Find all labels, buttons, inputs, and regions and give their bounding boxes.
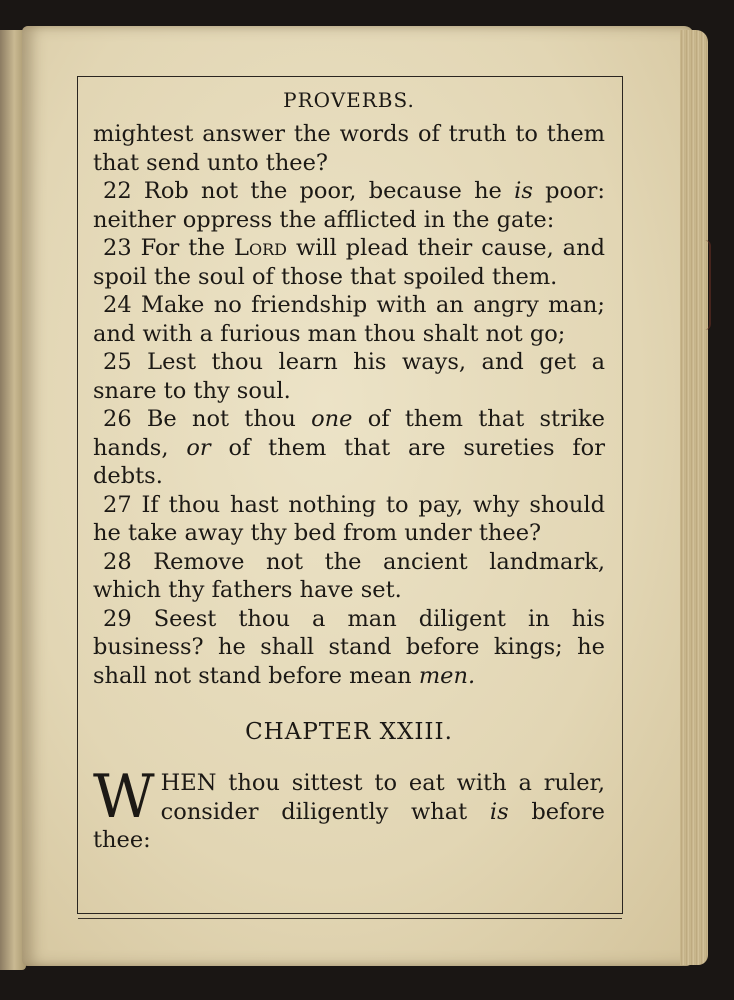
page-stack-edge: [680, 30, 708, 965]
italic-word: one: [311, 406, 353, 432]
verse-26: [93, 405, 605, 491]
italic-word: is: [489, 798, 509, 825]
verse-text: will plead their cause, and spoil the soul of those that spoiled them.: [93, 235, 605, 290]
verse-number: 29: [103, 605, 154, 632]
verse-text: poor: neither oppress the afflicted in the gate:: [93, 178, 605, 233]
continuation-text: mightest answer the words of truth to them that send unto thee?: [93, 121, 605, 176]
verse-text: Remove not the ancient landmark, which thy fathers have set.: [93, 548, 605, 603]
verse-text: Rob not the poor, because he: [143, 178, 515, 204]
italic-word: or: [186, 434, 211, 461]
verse-number: 26: [103, 406, 147, 432]
italic-word: is: [514, 178, 533, 204]
verse-27: [93, 491, 605, 548]
verse-23: [93, 234, 605, 291]
page-text: [93, 86, 605, 877]
verse-text: before thee:: [93, 798, 605, 853]
chapter-opening: [93, 762, 605, 855]
small-caps-word: Lord: [234, 235, 287, 261]
verse-text: Be not thou: [146, 406, 312, 432]
verse-text: For the: [140, 235, 235, 261]
verse-number: 25: [103, 349, 148, 375]
ribbon-bookmark: [705, 240, 711, 330]
verse-22: [93, 177, 605, 234]
running-head: PROVERBS.: [283, 88, 415, 112]
verse-text: of them that strike hands,: [93, 406, 605, 461]
verse-number: 22: [103, 178, 144, 204]
verse-number: 24: [103, 292, 141, 318]
verse-text: If thou hast nothing to pay, why should he take away thy bed from under thee?: [93, 491, 605, 546]
verse-25: [93, 348, 605, 405]
verse-number: 23: [103, 235, 141, 261]
drop-cap: W: [93, 762, 155, 832]
chapter-heading: CHAPTER XXIII.: [245, 719, 453, 745]
verse-list: [93, 177, 605, 690]
verse-24: [93, 291, 605, 348]
verse-text: Make no friendship with an angry man; and with a furious man thou shalt not go;: [93, 292, 605, 347]
verse-text: of them that are sureties for debts.: [93, 434, 605, 489]
verse-text: HEN thou sittest to eat with a ruler, consider diligently what: [160, 770, 605, 825]
verse-29: [93, 605, 605, 691]
verse-text: Seest thou a man diligent in his business? he shall stand before kings; he shall not stand before mean: [93, 605, 605, 689]
italic-word: men.: [418, 662, 476, 689]
chapter-opening-text: [93, 762, 605, 853]
verse-number: 28: [103, 548, 154, 575]
verse-28: [93, 548, 605, 605]
verse-number: 27: [103, 491, 142, 518]
verse-text: Lest thou learn his ways, and get a snare to thy soul.: [93, 349, 605, 404]
